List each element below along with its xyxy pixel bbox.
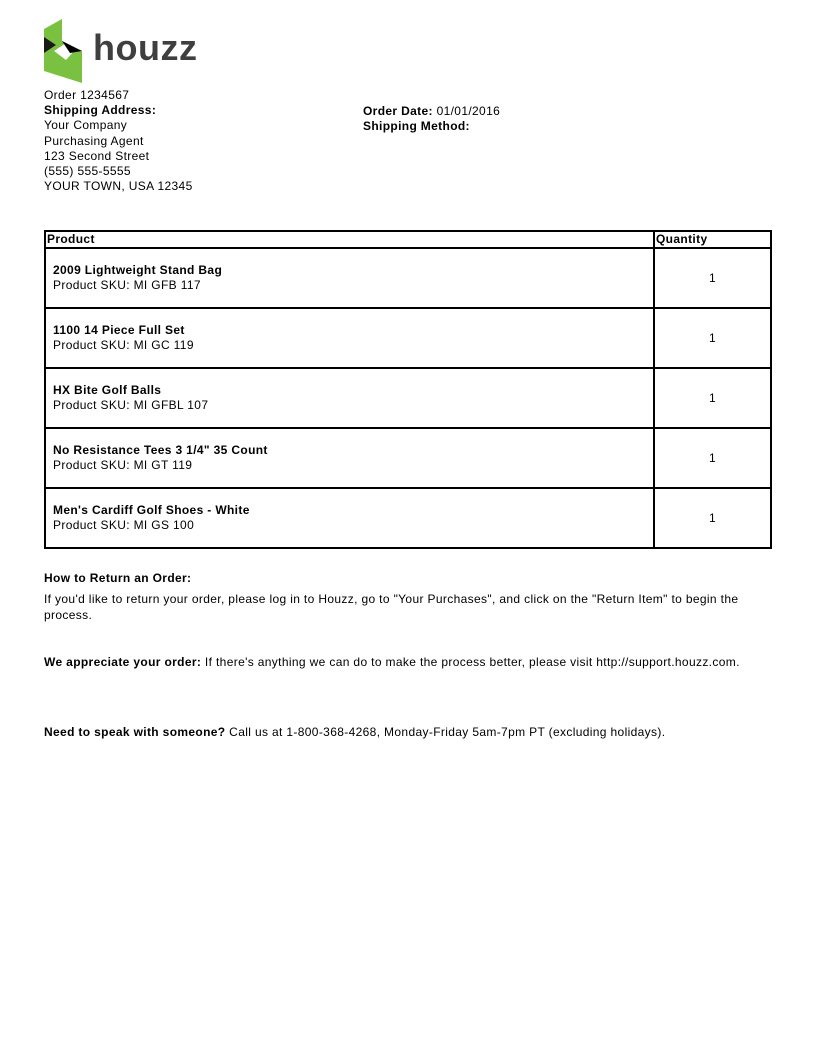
table-row [45, 428, 771, 488]
contact-label: Need to speak with someone? [44, 725, 226, 739]
address-line: 123 Second Street [44, 148, 150, 163]
product-sku: Product SKU: MI GFB 117 [53, 278, 201, 292]
table-row [45, 308, 771, 368]
appreciation-label: We appreciate your order: [44, 655, 202, 669]
address-line: Purchasing Agent [44, 133, 144, 148]
address-line: (555) 555-5555 [44, 164, 131, 179]
product-cell [45, 368, 654, 428]
product-sku: Product SKU: MI GFBL 107 [53, 398, 209, 412]
shipping-method-label: Shipping Method: [363, 119, 470, 134]
quantity-cell: 1 [654, 368, 771, 428]
houzz-logo-icon [44, 19, 82, 83]
product-sku: Product SKU: MI GT 119 [53, 458, 193, 472]
product-name: 2009 Lightweight Stand Bag [53, 262, 223, 277]
houzz-logo [44, 19, 198, 83]
shipping-address-label: Shipping Address: [44, 103, 157, 118]
product-name: Men's Cardiff Golf Shoes - White [53, 502, 250, 517]
product-name: HX Bite Golf Balls [53, 382, 162, 397]
order-meta-block [363, 104, 500, 134]
contact-note [44, 724, 774, 740]
appreciation-text: If there's anything we can do to make the process better, please visit http://support.houzz.com. [201, 655, 740, 669]
address-line: Your Company [44, 118, 128, 133]
table-row [45, 248, 771, 308]
product-sku: Product SKU: MI GS 100 [53, 518, 195, 532]
quantity-cell: 1 [654, 248, 771, 308]
product-name: No Resistance Tees 3 1/4" 35 Count [53, 442, 268, 457]
quantity-column-header: Quantity [654, 231, 771, 248]
return-heading: How to Return an Order: [44, 571, 192, 585]
table-row [45, 368, 771, 428]
order-date-label: Order Date: [363, 104, 433, 118]
product-name: 1100 14 Piece Full Set [53, 322, 185, 337]
brand-name: houzz [93, 27, 198, 68]
address-line: YOUR TOWN, USA 12345 [44, 179, 193, 194]
table-row [45, 488, 771, 548]
product-cell [45, 428, 654, 488]
return-instructions [44, 570, 774, 623]
contact-text: Call us at 1-800-368-4268, Monday-Friday 5am-7pm PT (excluding holidays). [225, 725, 666, 739]
appreciation-note [44, 654, 774, 670]
return-text: If you'd like to return your order, please log in to Houzz, go to "Your Purchases", and click on the "Return Item" to begin the process. [44, 592, 739, 622]
product-cell [45, 308, 654, 368]
shipping-address-block [44, 88, 193, 194]
table-header-row [45, 231, 771, 248]
product-sku: Product SKU: MI GC 119 [53, 338, 194, 352]
order-date-value: 01/01/2016 [436, 104, 501, 118]
product-cell [45, 488, 654, 548]
product-column-header: Product [45, 231, 654, 248]
shipping-method-line [363, 119, 500, 134]
order-items-table [44, 230, 772, 549]
product-cell [45, 248, 654, 308]
order-date-line [363, 104, 500, 119]
order-number: Order 1234567 [44, 88, 130, 102]
quantity-cell: 1 [654, 308, 771, 368]
quantity-cell: 1 [654, 428, 771, 488]
quantity-cell: 1 [654, 488, 771, 548]
